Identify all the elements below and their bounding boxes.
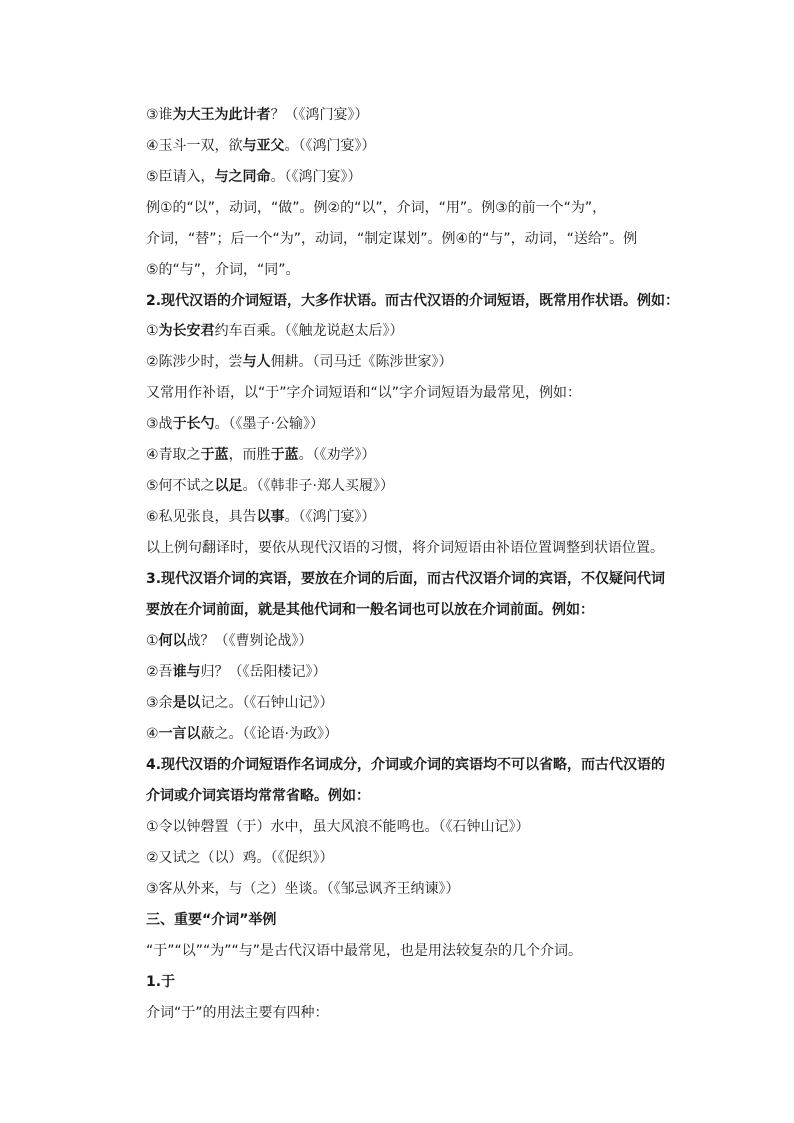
point-4-heading-line-1: 4.现代汉语的介词短语作名词成分，介词或介词的宾语均不可以省略，而古代汉语的 (146, 757, 666, 773)
point-4-example-3: ③客从外来，与（之）坐谈。（《邹忌讽齐王纳谏》） (146, 881, 460, 897)
subsection-1-intro: 介词“于”的用法主要有四种： (146, 1005, 329, 1021)
point-2-note: 以上例句翻译时，要依从现代汉语的习惯，将介词短语由补语位置调整到状语位置。 (146, 540, 664, 556)
point-4-example-2: ②又试之（以）鸡。（《促织》） (146, 850, 334, 866)
section-3-intro: “于”“以”“为”“与”是古代汉语中最常见，也是用法较复杂的几个介词。 (146, 943, 583, 959)
point-4-example-1: ①令以钟磬置（于）水中，虽大风浪不能鸣也。（《石钟山记》） (146, 819, 530, 835)
example-3: ③谁为大王为此计者？（《鸿门宴》） (146, 107, 369, 123)
point-2-example-6: ⑥私见张良，具告以事。（《鸿门宴》） (146, 509, 376, 525)
point-2-example-4: ④青取之于蓝，而胜于蓝。（《劝学》） (146, 447, 376, 463)
explanation-line-2: 介词，“替”；后一个“为”，动词，“制定谋划”。例④的“与”，动词，“送给”。例 (146, 231, 638, 247)
point-4-heading-line-2: 介词或介词宾语均常常省略。例如： (146, 788, 370, 804)
point-2-example-5: ⑤何不试之以足。（《韩非子·郑人买履》） (146, 478, 395, 494)
point-3-example-2: ②吾谁与归？（《岳阳楼记》） (146, 664, 327, 680)
explanation-line-3: ⑤的“与”，介词，“同”。 (146, 262, 300, 278)
example-5: ⑤臣请入，与之同命。（《鸿门宴》） (146, 169, 362, 185)
point-3-example-1: ①何以战？（《曹刿论战》） (146, 633, 313, 649)
section-3-heading: 三、重要“介词”举例 (146, 912, 277, 928)
point-2-example-3: ③战于长勺。（《墨子·公输》） (146, 416, 325, 432)
point-3-example-3: ③余是以记之。（《石钟山记》） (146, 695, 334, 711)
point-2-example-1: ①为长安君约车百乘。（《触龙说赵太后》） (146, 323, 404, 339)
point-2-intro: 又常用作补语，以“于”字介词短语和“以”字介词短语为最常见，例如： (146, 385, 582, 401)
subsection-1-heading: 1.于 (146, 974, 176, 990)
point-3-example-4: ④一言以蔽之。（《论语·为政》） (146, 726, 339, 742)
explanation-line-1: 例①的“以”，动词，“做”。例②的“以”，介词，“用”。例③的前一个“为”， (146, 200, 607, 216)
point-3-heading-line-1: 3.现代汉语介词的宾语，要放在介词的后面，而古代汉语介词的宾语，不仅疑问代词 (146, 571, 666, 587)
point-2-example-2: ②陈涉少时，尝与人佣耕。（司马迁《陈涉世家》） (146, 354, 453, 370)
point-2-heading: 2.现代汉语的介词短语，大多作状语。而古代汉语的介词短语，既常用作状语。例如： (146, 293, 680, 309)
example-4: ④玉斗一双，欲与亚父。（《鸿门宴》） (146, 138, 376, 154)
point-3-heading-line-2: 要放在介词前面，就是其他代词和一般名词也可以放在介词前面。例如： (146, 602, 594, 618)
